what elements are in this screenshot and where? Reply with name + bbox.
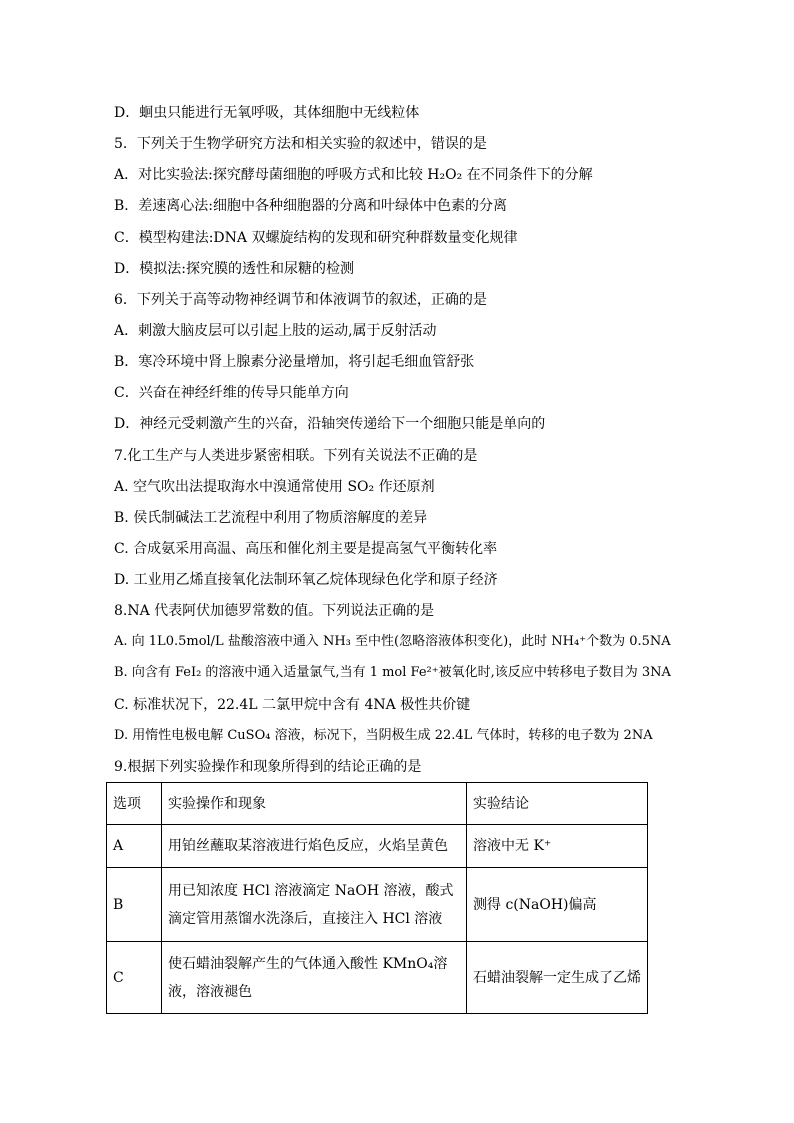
q6-option-b: B．寒冷环境中肾上腺素分泌量增加，将引起毛细血管舒张 <box>114 354 475 370</box>
row-operation: 使石蜡油裂解产生的气体通入酸性 KMnO₄溶液，溶液褪色 <box>162 942 467 1014</box>
row-operation: 用铂丝蘸取某溶液进行焰色反应，火焰呈黄色 <box>162 825 467 868</box>
q6-stem: 6．下列关于高等动物神经调节和体液调节的叙述，正确的是 <box>114 292 487 308</box>
q8-option-a: A. 向 1L0.5mol/L 盐酸溶液中通入 NH₃ 至中性(忽略溶液体积变化)，此时 NH₄⁺个数为 0.5NA <box>114 634 671 649</box>
row-option: A <box>107 825 162 868</box>
q7-stem: 7.化工生产与人类进步紧密相联。下列有关说法不正确的是 <box>114 448 478 464</box>
row-operation: 用已知浓度 HCl 溶液滴定 NaOH 溶液，酸式滴定管用蒸馏水洗涤后，直接注入 HCl 溶液 <box>162 868 467 942</box>
q6-option-c: C．兴奋在神经纤维的传导只能单方向 <box>114 385 349 401</box>
q5-option-b: B．差速离心法:细胞中各种细胞器的分离和叶绿体中色素的分离 <box>114 198 508 214</box>
q5-option-c: C．模型构建法:DNA 双螺旋结构的发现和研究种群数量变化规律 <box>114 230 518 246</box>
table-header-row <box>107 783 648 825</box>
q5-option-a: A．对比实验法:探究酵母菌细胞的呼吸方式和比较 H₂O₂ 在不同条件下的分解 <box>114 167 593 183</box>
table-row <box>107 942 648 1014</box>
q7-option-c: C. 合成氨采用高温、高压和催化剂主要是提高氢气平衡转化率 <box>114 541 498 557</box>
q5-option-d: D．模拟法:探究膜的透性和尿糖的检测 <box>114 261 354 277</box>
row-conclusion: 测得 c(NaOH)偏高 <box>467 868 648 942</box>
row-conclusion: 石蜡油裂解一定生成了乙烯 <box>467 942 648 1014</box>
row-option: B <box>107 868 162 942</box>
q6-option-a: A．刺激大脑皮层可以引起上肢的运动,属于反射活动 <box>114 323 437 339</box>
header-option: 选项 <box>107 783 162 825</box>
q8-option-c: C. 标准状况下，22.4L 二氯甲烷中含有 4NA 极性共价键 <box>114 697 471 713</box>
q7-option-d: D. 工业用乙烯直接氧化法制环氧乙烷体现绿色化学和原子经济 <box>114 572 498 588</box>
q9-stem: 9.根据下列实验操作和现象所得到的结论正确的是 <box>114 759 422 775</box>
q9-table <box>106 782 648 1014</box>
q7-option-a: A. 空气吹出法提取海水中溴通常使用 SO₂ 作还原剂 <box>114 479 435 495</box>
header-operation: 实验操作和现象 <box>162 783 467 825</box>
q8-stem: 8.NA 代表阿伏加德罗常数的值。下列说法正确的是 <box>114 603 435 619</box>
q5-stem: 5．下列关于生物学研究方法和相关实验的叙述中，错误的是 <box>114 136 487 152</box>
row-conclusion: 溶液中无 K⁺ <box>467 825 648 868</box>
table-row <box>107 868 648 942</box>
table-row <box>107 825 648 868</box>
q4-option-d: D．蛔虫只能进行无氧呼吸，其体细胞中无线粒体 <box>114 105 420 121</box>
header-conclusion: 实验结论 <box>467 783 648 825</box>
q6-option-d: D．神经元受刺激产生的兴奋，沿轴突传递给下一个细胞只能是单向的 <box>114 416 546 432</box>
q8-option-d: D. 用惰性电极电解 CuSO₄ 溶液，标况下，当阴极生成 22.4L 气体时，转移的电子数为 2NA <box>114 728 653 743</box>
q7-option-b: B. 侯氏制碱法工艺流程中利用了物质溶解度的差异 <box>114 510 428 526</box>
q8-option-b: B. 向含有 FeI₂ 的溶液中通入适量氯气,当有 1 mol Fe²⁺被氧化时,该反应中转移电子数目为 3NA <box>114 665 671 680</box>
row-option: C <box>107 942 162 1014</box>
